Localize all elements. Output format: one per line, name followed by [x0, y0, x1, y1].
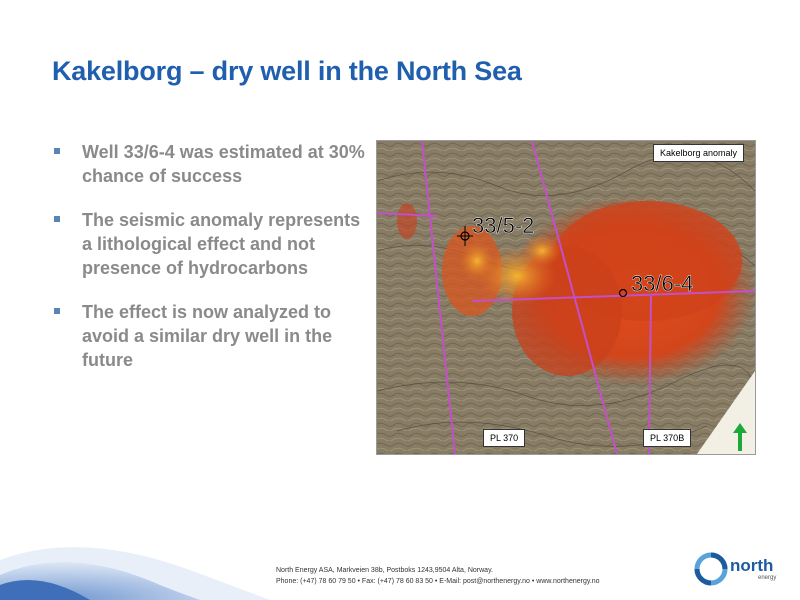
- bullet-square-icon: [54, 216, 60, 222]
- well-label-33-6-4: 33/6-4: [631, 271, 694, 296]
- bullet-square-icon: [54, 308, 60, 314]
- slide-title: Kakelborg – dry well in the North Sea: [52, 56, 522, 86]
- bullet-text: Well 33/6-4 was estimated at 30% chance of success: [82, 142, 365, 186]
- license-label-pl370b: PL 370B: [643, 429, 691, 447]
- north-arrow-icon: [732, 421, 748, 453]
- decorative-swoosh: [0, 530, 270, 600]
- bullet-text: The effect is now analyzed to avoid a similar dry well in the future: [82, 302, 333, 370]
- license-label-pl370: PL 370: [483, 429, 525, 447]
- anomaly-label: Kakelborg anomaly: [653, 144, 744, 162]
- seismic-map-image: [377, 141, 755, 454]
- logo-wordmark: north: [730, 556, 774, 575]
- logo-subtext: energy: [758, 575, 777, 581]
- bullet-item: [52, 140, 372, 188]
- footer-phone-email: Phone: (+47) 78 60 79 50 • Fax: (+47) 78 60 83 50 • E-Mail: post@northenergy.no • www.northenergy.no: [276, 578, 600, 585]
- bullet-square-icon: [54, 148, 60, 154]
- bullet-list: [52, 140, 372, 392]
- north-energy-logo: [694, 550, 784, 590]
- seismic-map: [376, 140, 756, 455]
- bullet-item: [52, 300, 372, 372]
- footer-contact: [276, 565, 600, 587]
- north-energy-logo-icon: [694, 552, 728, 586]
- bullet-text: The seismic anomaly represents a lithological effect and not presence of hydrocarbons: [82, 210, 361, 278]
- footer-address: North Energy ASA, Markveien 38b, Postboks 1243,9504 Alta, Norway.: [276, 567, 493, 574]
- well-label-33-5-2: 33/5-2: [472, 213, 535, 238]
- bullet-item: [52, 208, 372, 280]
